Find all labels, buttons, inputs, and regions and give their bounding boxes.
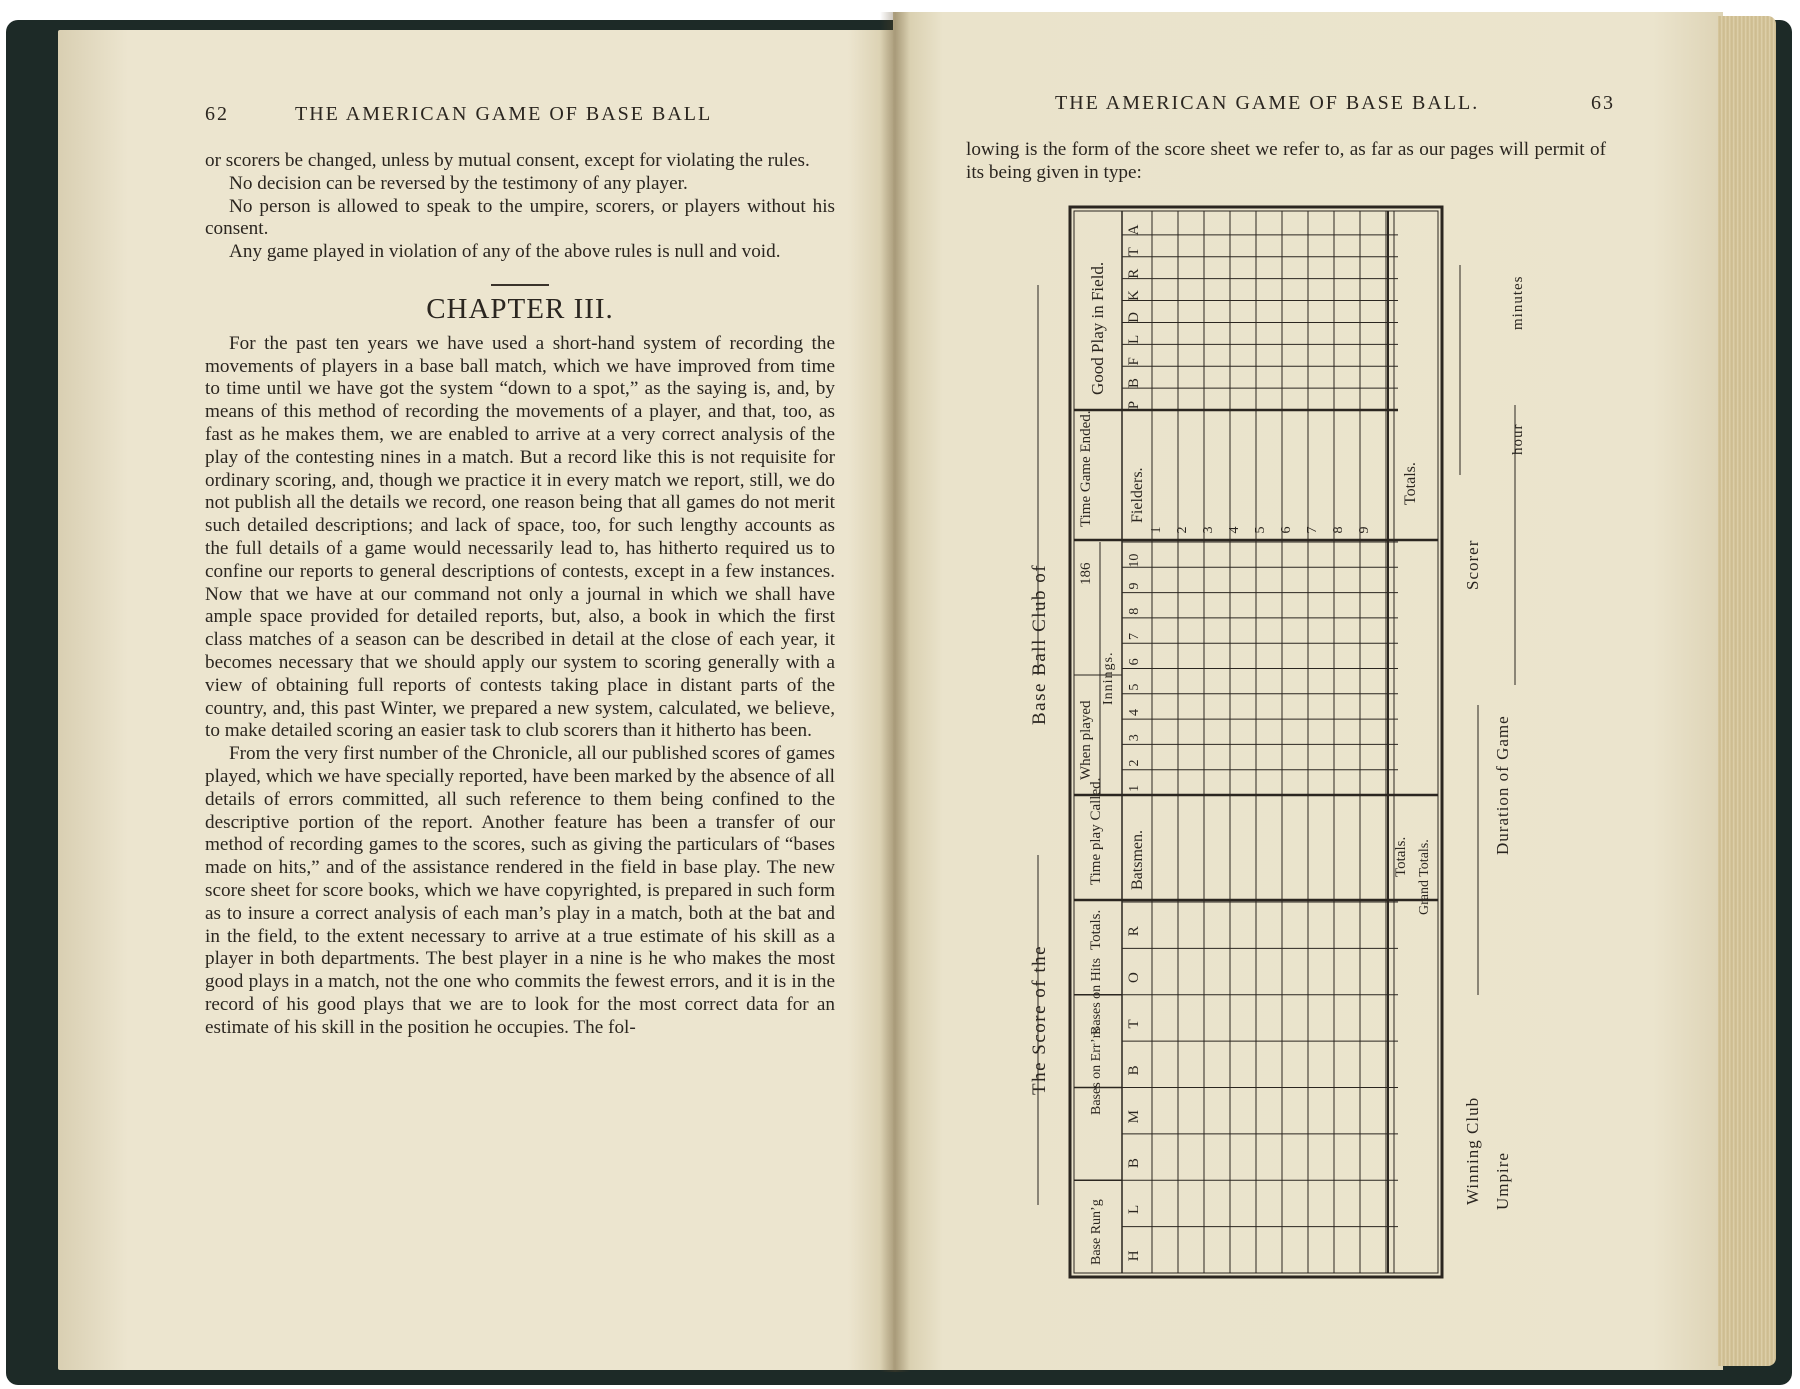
time-game-ended-label <box>1078 410 1094 527</box>
sheet-title-left: The Score of the <box>1029 944 1050 1095</box>
paragraph: From the very first number of the Chronicle, all our published scores of games played, which we have specially reported, have been marked by the absence of all details of errors committed, all such reference to them being confined to the descriptive portion of the report. Another feature has been a transfer of our method of recording games to the scores, such as giving the particulars of “bases made on hits,” and of the assistance rendered in the field in base play. The new score sheet for score books, which we have copyrighted, is prepared in such form as to insure a correct analysis of each man’s play in a match, both at the bat and in the field, to the extent necessary to arrive at a true estimate of his skill as a player in both departments. The best player in a nine is he who makes the most good plays in a match, not the one who commits the fewest errors, and it is in the record of his good plays that we are to look for the most correct data for an estimate of his skill in the position he occupies. The fol- <box>205 743 835 1038</box>
field-letter-p: P <box>1126 400 1142 410</box>
totals-letter-o: O <box>1126 972 1142 983</box>
field-letter-a: A <box>1126 224 1142 236</box>
section-divider <box>491 284 549 286</box>
umpire-label: Umpire <box>1493 1152 1512 1210</box>
inning-number-2: 2 <box>1127 759 1142 767</box>
score-sheet-labels <box>1029 262 1526 1265</box>
grand-totals-label: Grand Totals. <box>1417 839 1432 915</box>
fielders-totals-label: Totals. <box>1402 462 1419 505</box>
duration-label: Duration of Game <box>1493 715 1512 855</box>
base-running-label: Base Run’g <box>1089 1199 1104 1265</box>
inning-number-3: 3 <box>1127 734 1142 742</box>
right-intro-text <box>966 139 1606 184</box>
fielder-number-9: 9 <box>1357 526 1372 534</box>
innings-label: Innings. <box>1101 651 1116 705</box>
book-gutter <box>880 12 910 1372</box>
errs-letter-m: M <box>1126 1110 1142 1124</box>
inning-number-7: 7 <box>1127 633 1142 641</box>
fielder-number-7: 7 <box>1305 526 1320 534</box>
good-play-label: Good Play in Field. <box>1088 261 1107 395</box>
right-page-number: 63 <box>1591 92 1615 114</box>
left-page-number: 62 <box>205 103 229 125</box>
page-edges <box>1718 16 1776 1366</box>
year-label: 186 <box>1078 562 1094 585</box>
fielder-number-3: 3 <box>1201 526 1216 534</box>
fielder-number-4: 4 <box>1227 526 1242 534</box>
fielder-number-8: 8 <box>1331 526 1346 534</box>
bases-errs-label: Bases on Err’rs <box>1089 1028 1104 1115</box>
when-played-label: When played <box>1078 700 1094 780</box>
paragraph: For the past ten years we have used a short-hand system of recording the movements of players in a base ball match, which we have improved from time to time until we have got the system “down to a spot,” as the saying is, and, by means of this method of recording the movements of a player, and that, too, as fast as he makes them, we are enabled to arrive at a very correct analysis of the play of the contesting nines in a match. But a record like this is not requisite for ordinary scoring, and, though we practice it in every match we report, still, we do not publish all the details we record, one reason being that all games do not merit such detailed descriptions; and lack of space, too, for such lengthy accounts as the full details of a game would necessarily lead to, has hitherto required us to confine our reports to general descriptions of contests, except in a few instances. Now that we have at our command not only a journal in which we shall have ample space provided for detailed reports, but, also, a book in which the first class matches of a season can be described in detail at the close of each year, it becomes necessary that we should apply our system to scoring generally with a view of obtaining full reports of contests taking place in distant parts of the country, and, this past Winter, we prepared a new system, calculated, we believe, to make detailed scoring an easier task to club scorers than it hitherto has been. <box>205 332 835 742</box>
running-letter-h: H <box>1126 1250 1142 1262</box>
scorer-label: Scorer <box>1463 539 1482 590</box>
totals-letter-r: R <box>1126 926 1142 937</box>
score-sheet-form <box>1000 205 1540 1280</box>
fielders-label: Fielders. <box>1129 467 1146 523</box>
field-letter-f: F <box>1126 357 1142 366</box>
field-letter-b: B <box>1126 378 1142 389</box>
left-body-text <box>205 150 835 1039</box>
running-letter-l: L <box>1126 1204 1142 1215</box>
paragraph: lowing is the form of the score sheet we refer to, as far as our pages will permit of its being given in type: <box>966 139 1606 183</box>
hits-letter-b: B <box>1126 1065 1142 1076</box>
errs-letter-b: B <box>1126 1158 1142 1169</box>
fielder-number-1: 1 <box>1149 526 1164 534</box>
inning-number-9: 9 <box>1127 582 1142 590</box>
inning-number-4: 4 <box>1127 708 1142 716</box>
hits-letter-t: T <box>1126 1019 1142 1029</box>
field-letter-l: L <box>1126 334 1142 344</box>
score-sheet-frame <box>1038 207 1515 1277</box>
batsmen-totals-label: Totals. <box>1393 836 1409 877</box>
paragraph: or scorers be changed, unless by mutual consent, except for violating the rules. <box>205 150 810 171</box>
inning-number-5: 5 <box>1127 683 1142 691</box>
fielder-number-5: 5 <box>1253 526 1268 534</box>
field-letter-d: D <box>1126 312 1142 323</box>
score-sheet-svg <box>1000 205 1540 1280</box>
paragraph: No decision can be reversed by the testimony of any player. <box>229 172 688 194</box>
winning-club-label: Winning Club <box>1463 1096 1482 1205</box>
totals-col-label: Totals. <box>1088 909 1104 950</box>
right-running-head <box>1055 92 1615 115</box>
paragraph: Any game played in violation of any of the above rules is null and void. <box>229 241 781 263</box>
fielder-number-6: 6 <box>1279 526 1294 534</box>
field-letter-k: K <box>1126 290 1142 302</box>
minutes-label: minutes <box>1510 275 1526 330</box>
hour-label: hour <box>1510 423 1526 455</box>
inning-number-6: 6 <box>1127 658 1142 666</box>
bases-hits-label: Bases on Hits <box>1089 958 1104 1035</box>
batsmen-label: Batsmen. <box>1129 830 1146 890</box>
chapter-title: CHAPTER III. <box>426 292 614 325</box>
inning-number-10: 10 <box>1127 553 1142 568</box>
field-letter-r: R <box>1126 268 1142 279</box>
sheet-title-right: Base Ball Club of <box>1029 563 1050 725</box>
time-game-ended-text: Time Game Ended. <box>1078 410 1094 527</box>
field-letter-t: T <box>1126 247 1142 257</box>
inning-number-1: 1 <box>1127 784 1142 792</box>
time-play-called-label: Time play Called. <box>1088 777 1104 885</box>
left-running-title: THE AMERICAN GAME OF BASE BALL <box>295 103 713 125</box>
paragraph: No person is allowed to speak to the umpire, scorers, or players without his consent. <box>205 195 835 240</box>
inning-number-8: 8 <box>1127 607 1142 615</box>
right-running-title: THE AMERICAN GAME OF BASE BALL. <box>1055 92 1480 114</box>
fielder-number-2: 2 <box>1175 526 1190 534</box>
